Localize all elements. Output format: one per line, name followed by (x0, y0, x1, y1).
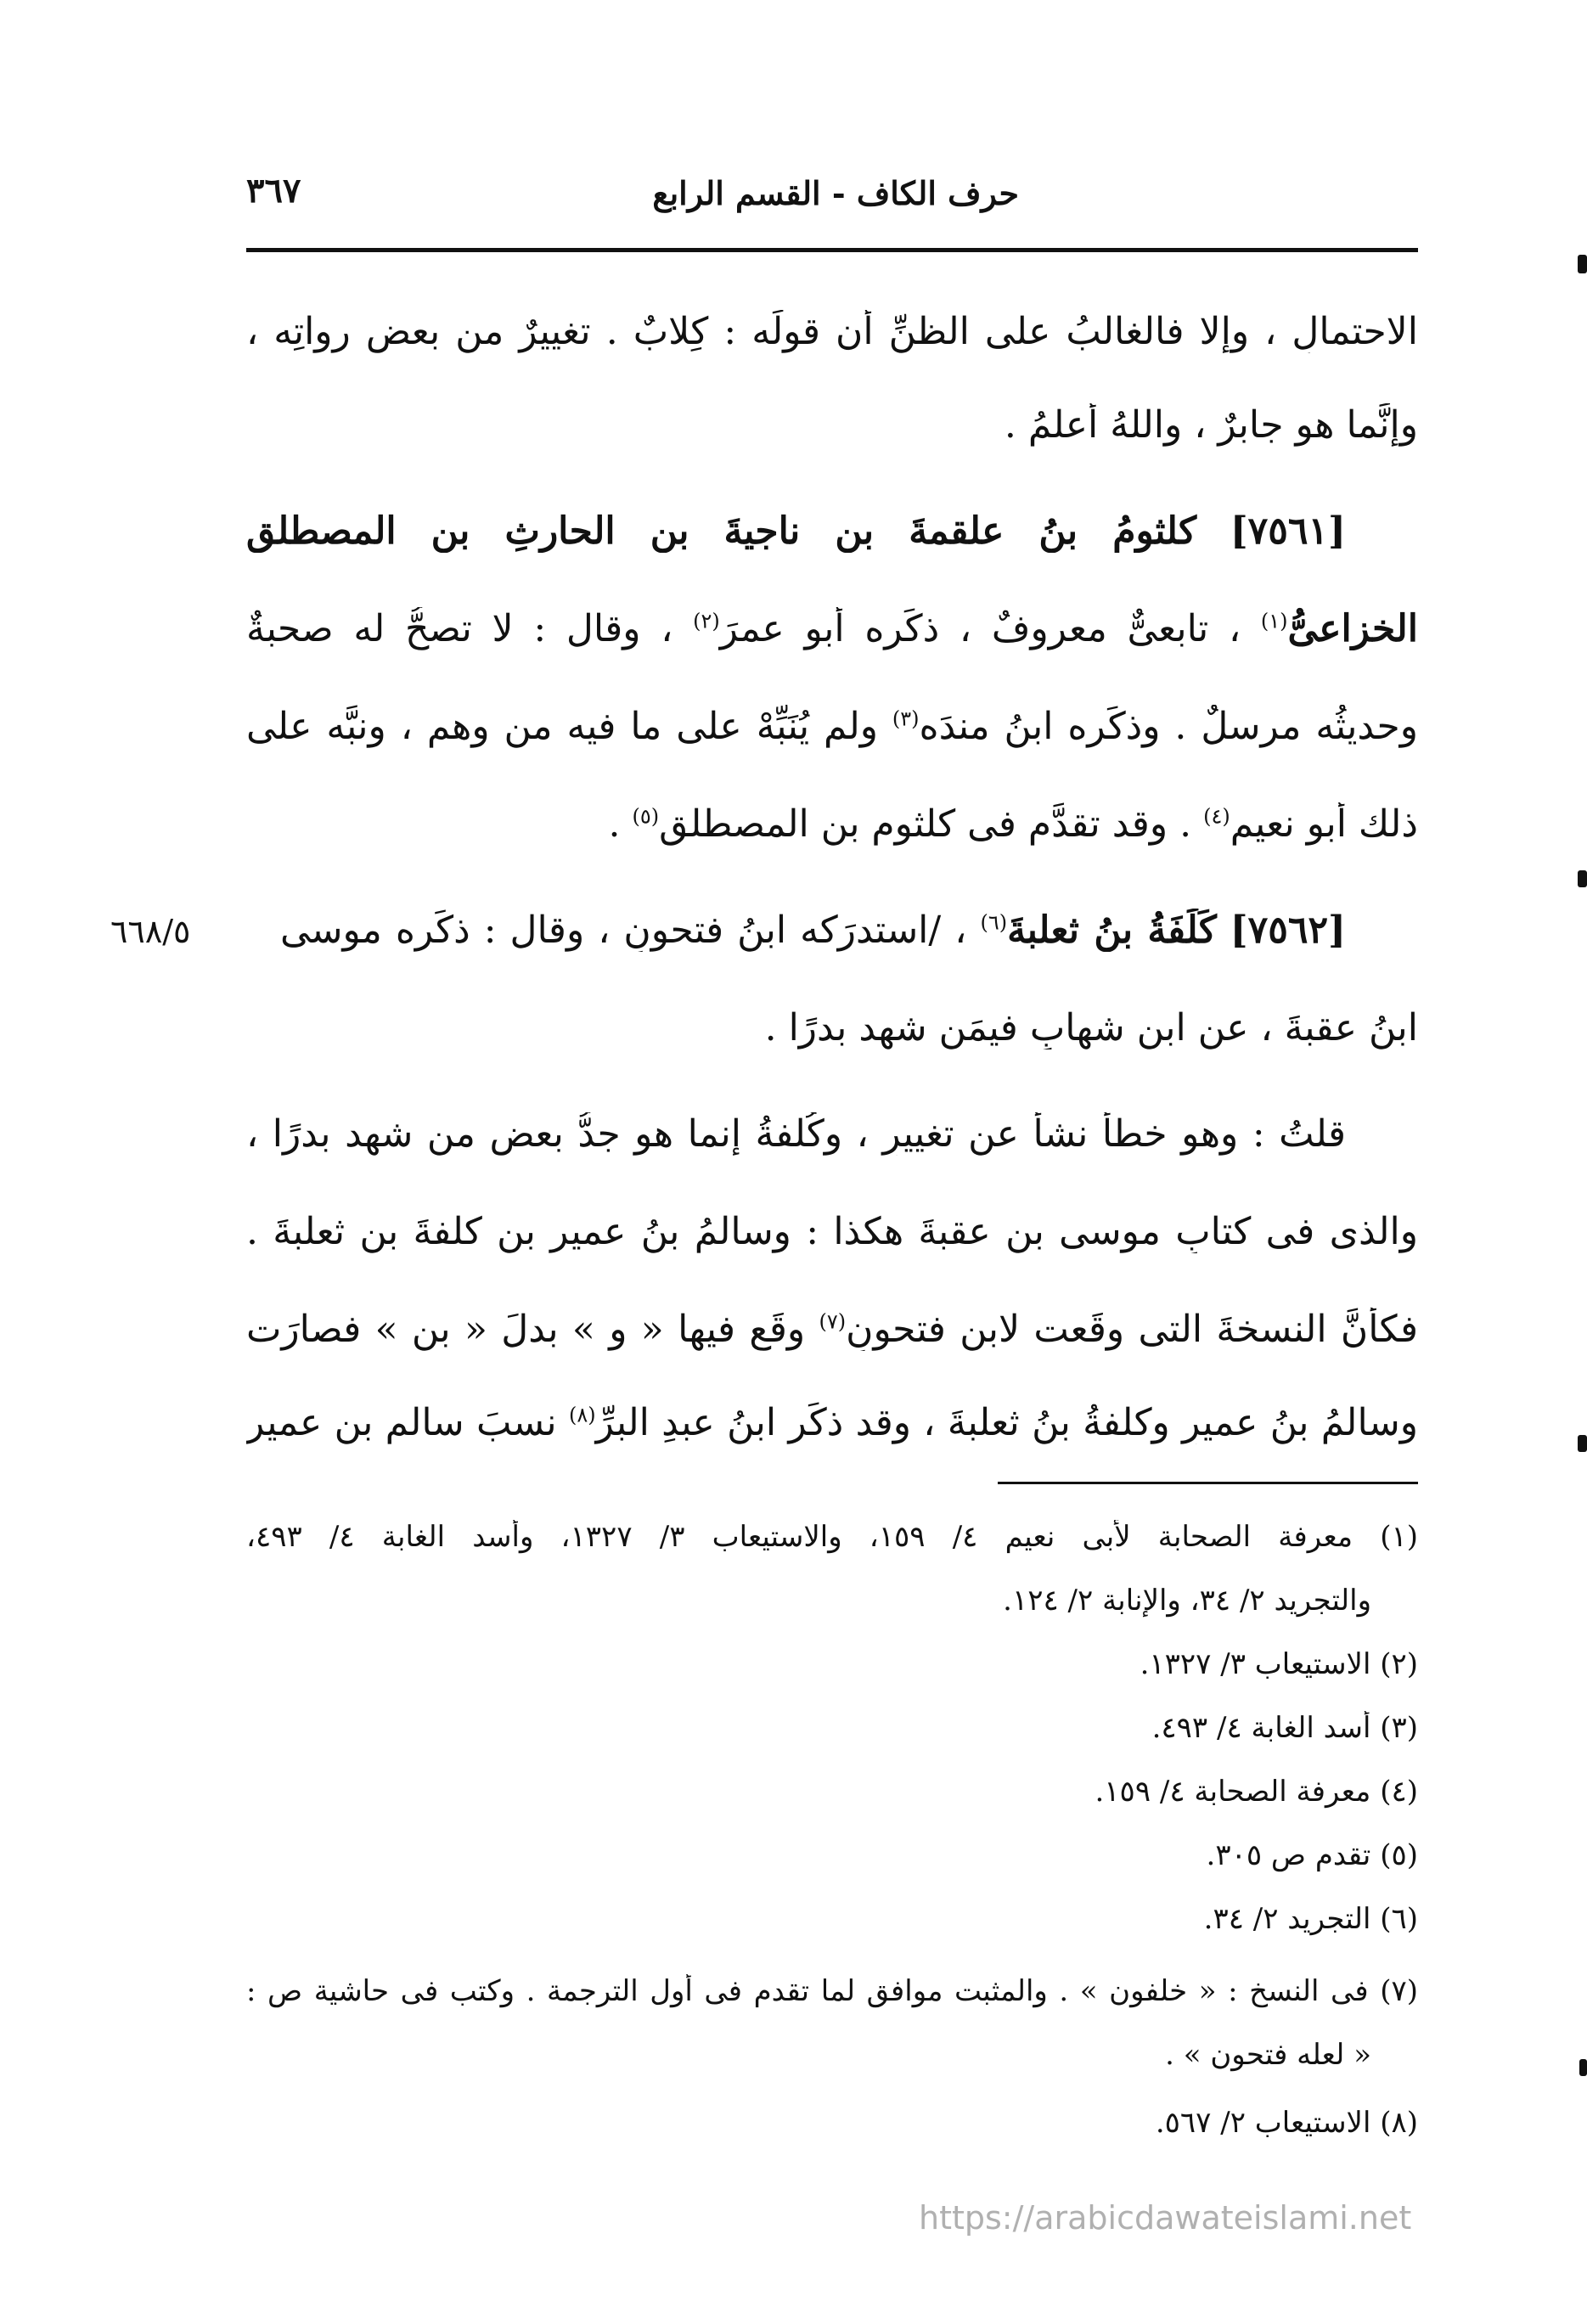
footnote-4: (٤) معرفة الصحابة ٤/ ١٥٩. (1095, 1775, 1418, 1809)
footnote-ref-4[interactable]: (٤) (1203, 804, 1230, 829)
body-line-12: وسالمُ بنُ عميرٍ وكلفةُ بنُ ثعلبةَ ، وقد ذكَر ابنُ عبدِ البرِّ$^{(٨)}$ نسبَ سالمِ بنِ عميرِ (246, 1401, 1418, 1444)
running-header (246, 166, 1418, 242)
entry-7561-heading (246, 509, 1346, 553)
body-line-11: فكأنَّ النسخةَ التى وقَعت لابنِ فتحونٍ$^{(٧)}$ وقَع فيها « و » بدلَ « بن » فصارَت (246, 1308, 1418, 1351)
footnote-7: (٧) فى النسخ : « خلفون » . والمثبت موافق لما تقدم فى أول الترجمة . وكتب فى حاشية ص : (246, 1974, 1418, 2008)
footnote-ref-7[interactable]: (٧) (819, 1309, 847, 1334)
body-line-9: قلتُ : وهو خطأٌ نشأ عن تغييرٍ ، وكُلفةُ إنما هو جدُّ بعضِ من شهِد بدرًا ، (246, 1112, 1346, 1156)
footnote-ref-1[interactable]: (١) (1260, 609, 1288, 633)
body-line-2: وإنَّما هو جابرٌ ، واللهُ أعلمُ . (1004, 403, 1418, 447)
scan-mark (1578, 1435, 1587, 1452)
entry-number: [٧٥٦١] (1230, 509, 1346, 553)
body-line-8: ابنُ عقبةَ ، عن ابنِ شهابٍ فيمَن شهِد بدرًا . (764, 1006, 1418, 1049)
entry-name: كَلَفَةُ بنُ ثعلبةَ (1007, 909, 1217, 952)
footnote-ref-2[interactable]: (٢) (693, 609, 720, 633)
watermark-url: https://arabicdawateislami.net (919, 2199, 1412, 2237)
body-line-4: الخزاعىُّ$^{(١)}$ ، تابعىٌّ معروفٌ ، ذكَره أبو عمرَ$^{(٢)}$ ، وقال : لا تصحُّ له صحبةٌ (246, 607, 1418, 650)
body-line-5: وحديثُه مرسلٌ . وذكَره ابنُ مندَه$^{(٣)}$ ولم يُنَبِّهْ على ما فيه من وهمٍ ، ونبَّه على (246, 705, 1418, 748)
footnote-separator (998, 1482, 1418, 1484)
footnote-7-continued: « لعله فتحون » . (1165, 2038, 1371, 2072)
footnote-6: (٦) التجريد ٢/ ٣٤. (1203, 1902, 1418, 1936)
scan-mark (1578, 870, 1587, 887)
footnote-ref-5[interactable]: (٥) (632, 804, 660, 829)
entry-name-nisba: الخزاعىُّ (1287, 607, 1418, 650)
footnote-5: (٥) تقدم ص ٣٠٥. (1206, 1838, 1418, 1872)
body-line-1: الاحتمالِ ، وإلا فالغالبُ على الظنِّ أن قولَه : كِلابٌ . تغييرٌ من بعضِ رواتِه ، (246, 310, 1418, 353)
scan-mark (1578, 255, 1587, 273)
body-line-6: ذلك أبو نعيمٍ$^{(٤)}$ . وقد تقدَّم فى كلثومِ بنِ المصطلقِ$^{(٥)}$ . (608, 802, 1418, 846)
scan-mark (1579, 2059, 1587, 2076)
footnote-ref-8[interactable]: (٨) (569, 1403, 596, 1427)
entry-number: [٧٥٦٢] (1230, 909, 1346, 952)
margin-reference: ٦٦٨/٥ (110, 913, 191, 950)
footnote-2: (٢) الاستيعاب ٣/ ١٣٢٧. (1140, 1647, 1418, 1681)
footnote-ref-3[interactable]: (٣) (892, 706, 920, 731)
page-number: ٣٦٧ (246, 171, 301, 211)
footnote-3: (٣) أسد الغابة ٤/ ٤٩٣. (1151, 1711, 1418, 1745)
footnote-8: (٨) الاستيعاب ٢/ ٥٦٧. (1155, 2106, 1418, 2140)
entry-7562-heading: [٧٥٦٢] كَلَفَةُ بنُ ثعلبةَ$^{(٦)}$ ، /استدرَكه ابنُ فتحونٍ ، وقال : ذكَره موسى (280, 909, 1346, 952)
header-rule (246, 248, 1418, 252)
footnote-ref-6[interactable]: (٦) (980, 910, 1008, 935)
entry-name: كلثومُ بنُ علقمةَ بنِ ناجيةَ بنِ الحارثِ بنِ المصطلقِ (246, 509, 1197, 553)
header-title: حرف الكاف - القسم الرابع (652, 174, 1019, 212)
body-line-10: والذى فى كتابِ موسى بنِ عقبةَ هكذا : وسالمُ بنُ عميرِ بنِ كلفةَ بنِ ثعلبةَ . (246, 1210, 1418, 1253)
footnote-1-continued: والتجريد ٢/ ٣٤، والإنابة ٢/ ١٢٤. (1003, 1584, 1371, 1618)
footnote-1: (١) معرفة الصحابة لأبى نعيم ٤/ ١٥٩، والاستيعاب ٣/ ١٣٢٧، وأسد الغابة ٤/ ٤٩٣، (246, 1520, 1418, 1554)
